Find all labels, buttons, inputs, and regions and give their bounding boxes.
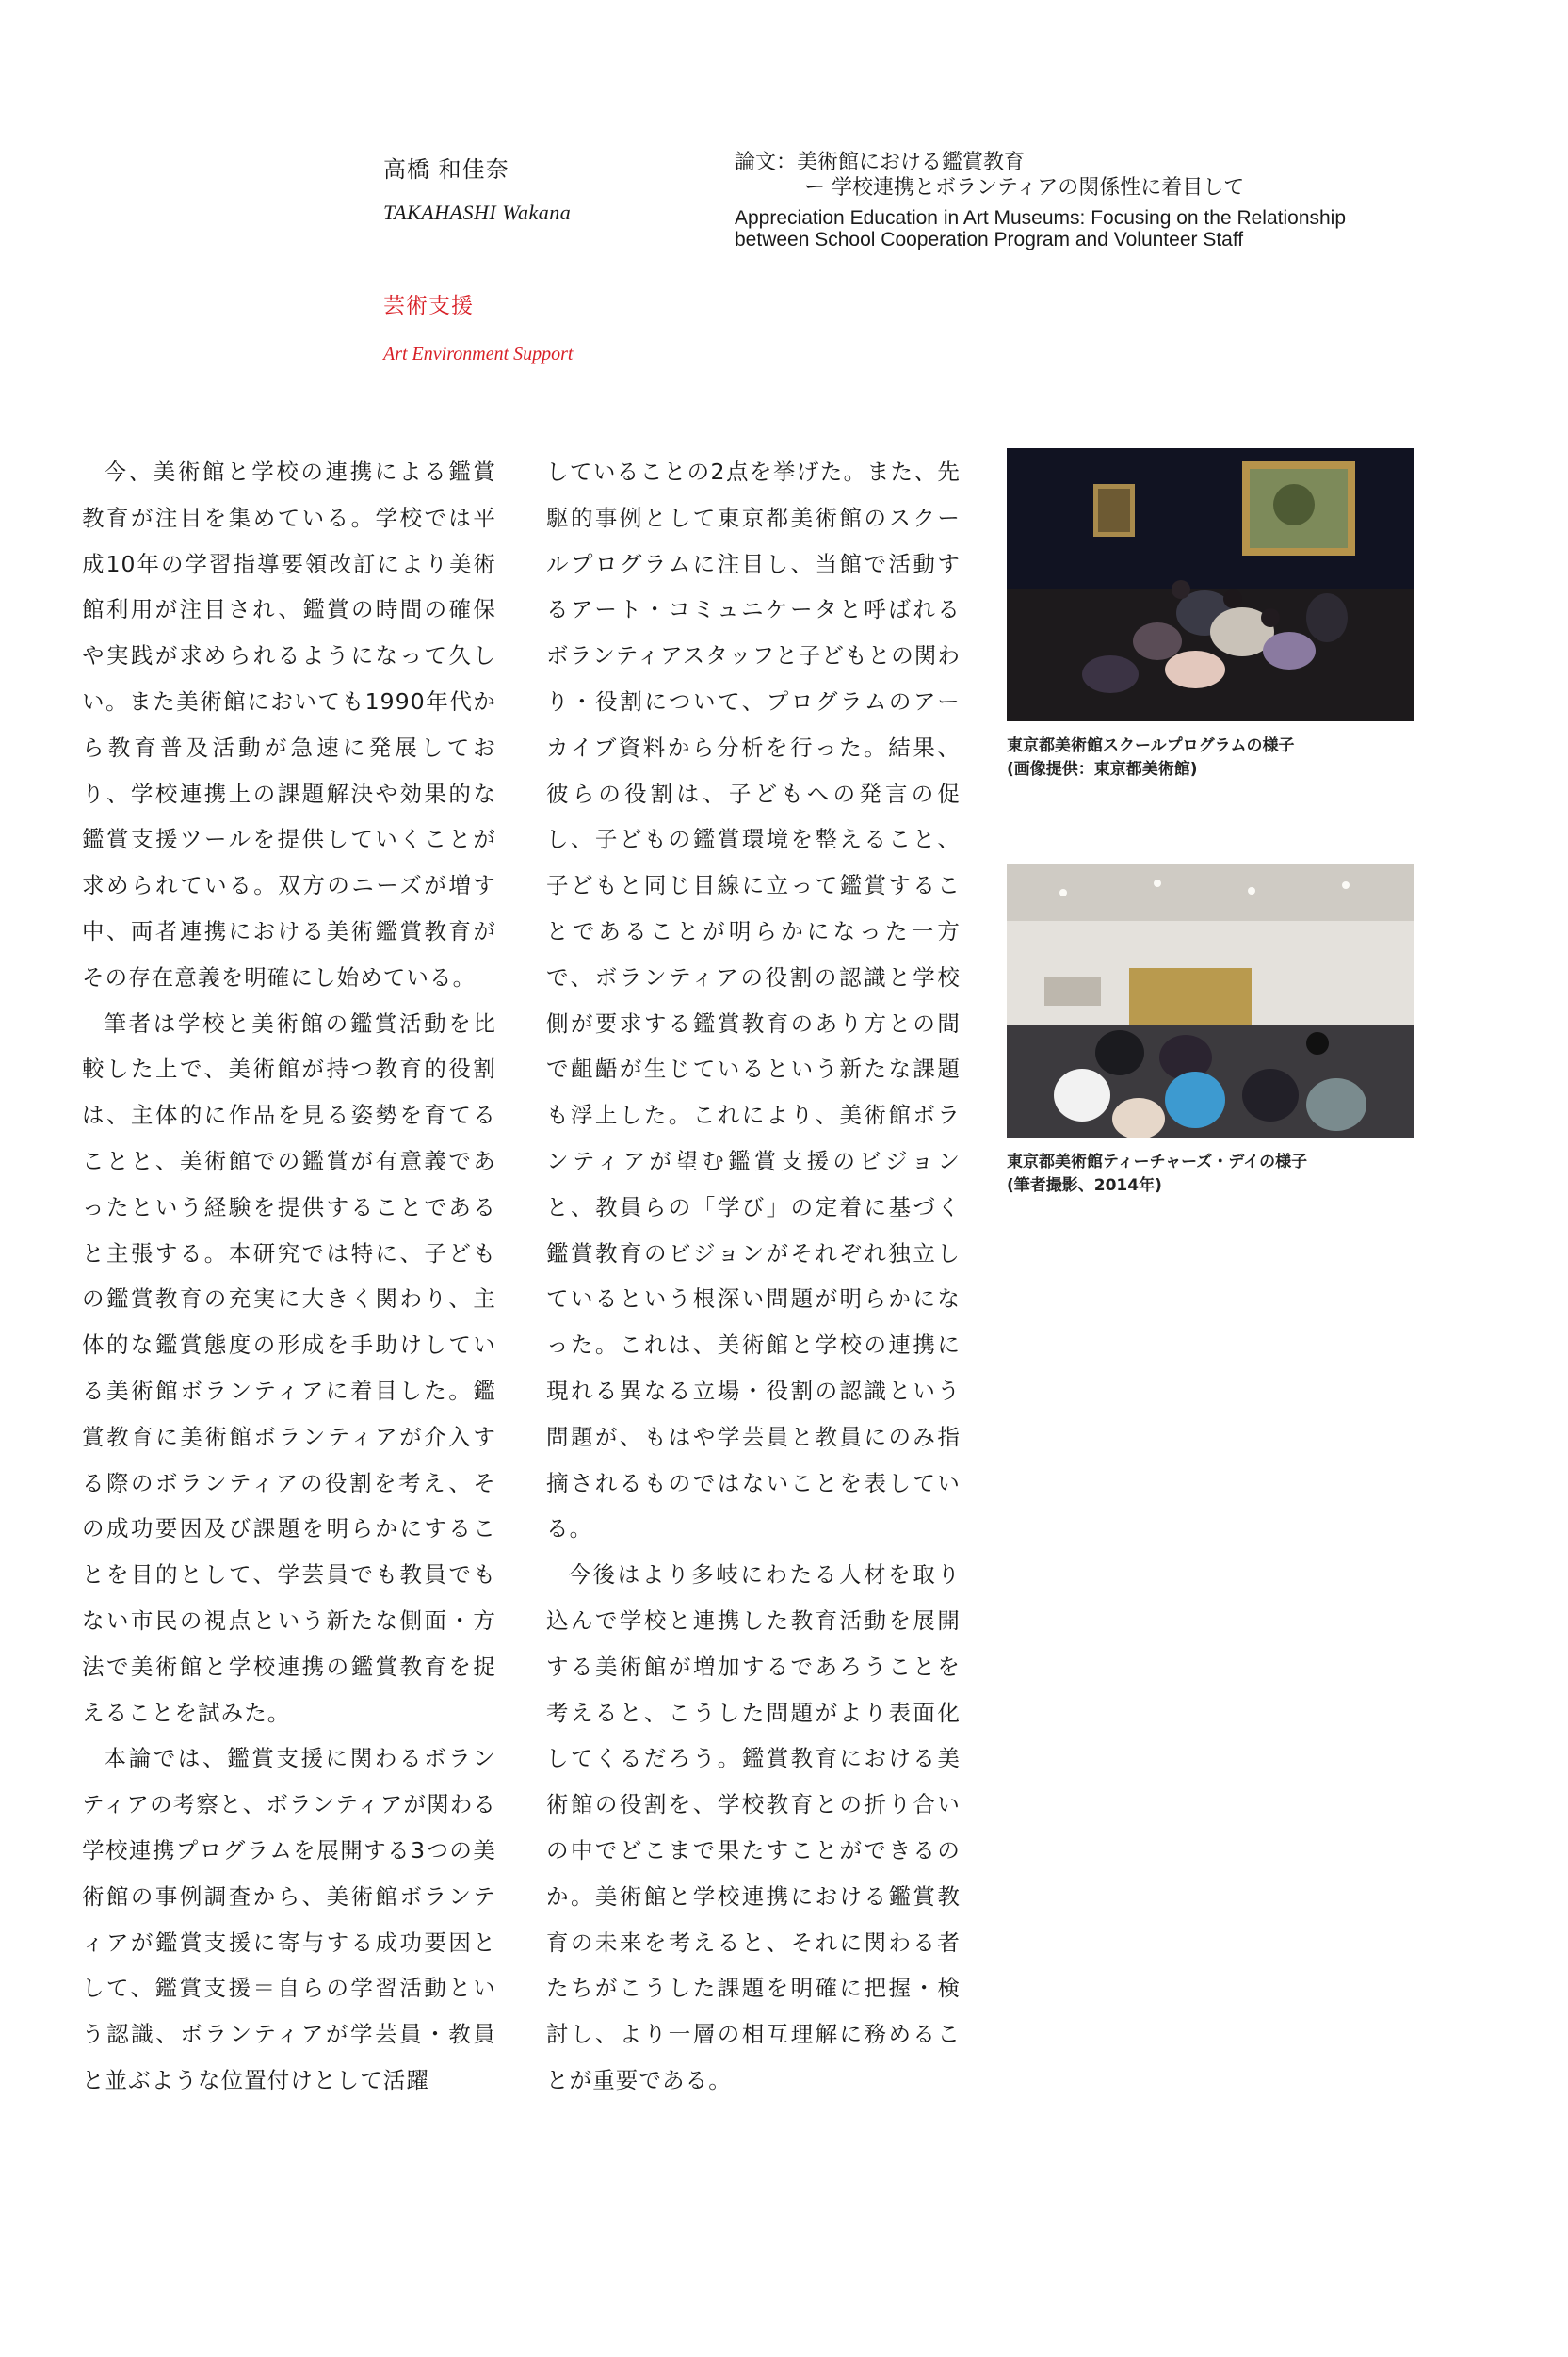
paragraph: していることの2点を挙げた。また、先駆的事例として東京都美術館のスクールプログラムに注目し、当館で活動するアート・コミュニケータと呼ばれるボランティアスタッフと子どもとの関わり・役割について、プログラムのアーカイブ資料から分析を行った。結果、彼らの役割は、子どもへの発言の促し、子どもの鑑賞環境を整えること、子どもと同じ目線に立って鑑賞することであることが明らかになった一方で、ボランティアの役割の認識と学校側が要求する鑑賞教育のあり方との間で齟齬が生じているという新たな課題も浮上した。これにより、美術館ボランティアが望む鑑賞支援のビジョンと、教員らの「学び」の定着に基づく鑑賞教育のビジョンがそれぞれ独立しているという根深い問題が明らかになった。これは、美術館と学校の連携に現れる異なる立場・役割の認識という問題が、もはや学芸員と教員にのみ指摘されるものではないことを表している。 [546, 459, 961, 1542]
paper-title-block [735, 151, 1544, 250]
figure-caption [1007, 1151, 1414, 1198]
paper-title-jp: 論文：美術館における鑑賞教育 [735, 151, 1026, 174]
photo-school-program [1007, 448, 1414, 721]
paper-title-en [735, 207, 1544, 250]
paragraph: 本論では、鑑賞支援に関わるボランティアの考察と、ボランティアが関わる学校連携プログラムを展開する3つの美術館の事例調査から、美術館ボランティアが鑑賞支援に寄与する成功要因として、鑑賞支援＝自らの学習活動という認識、ボランティアが学芸員・教員と並ぶような位置付けとして活躍 [82, 1745, 496, 2093]
paper-title-en-line2: between School Cooperation Program and Volunteer Staff [735, 229, 1244, 250]
caption-credit: (画像提供：東京都美術館) [1007, 760, 1198, 779]
paragraph: 今、美術館と学校の連携による鑑賞教育が注目を集めている。学校では平成10年の学習指導要領改訂により美術館利用が注目され、鑑賞の時間の確保や実践が求められるようになって久しい。また美術館においても1990年代から教育普及活動が急速に発展しており、学校連携上の課題解決や効果的な鑑賞支援ツールを提供していくことが求められている。双方のニーズが増す中、両者連携における美術鑑賞教育がその存在意義を明確にし始めている。 [82, 459, 496, 991]
paragraph: 筆者は学校と美術館の鑑賞活動を比較した上で、美術館が持つ教育的役割は、主体的に作品を見る姿勢を育てることと、美術館での鑑賞が有意義であったという経験を提供することであると主張する。本研究では特に、子どもの鑑賞教育の充実に大きく関わり、主体的な鑑賞態度の形成を手助けしている美術館ボランティアに着目した。鑑賞教育に美術館ボランティアが介入する際のボランティアの役割を考え、その成功要因及び課題を明らかにすることを目的として、学芸員でも教員でもない市民の視点という新たな側面・方法で美術館と学校連携の鑑賞教育を捉えることを試みた。 [82, 1009, 496, 1726]
body-column-left [82, 449, 496, 2104]
photo-illustration [1007, 864, 1414, 1138]
paper-subtitle-jp: ー 学校連携とボランティアの関係性に着目して [804, 176, 1245, 200]
body-column-middle [546, 449, 961, 2104]
author-name-en: TAKAHASHI Wakana [383, 201, 572, 224]
figure-caption [1007, 735, 1414, 782]
photo-teachers-day [1007, 864, 1414, 1138]
caption-line: 東京都美術館ティーチャーズ・デイの様子 [1007, 1153, 1308, 1171]
caption-line: 東京都美術館スクールプログラムの様子 [1007, 736, 1295, 755]
department-jp: 芸術支援 [383, 294, 474, 318]
caption-credit: (筆者撮影、2014年) [1007, 1176, 1162, 1195]
photo-illustration [1007, 448, 1414, 721]
figure-school-program [1007, 448, 1414, 782]
paragraph: 今後はより多岐にわたる人材を取り込んで学校と連携した教育活動を展開する美術館が増加するであろうことを考えると、こうした問題がより表面化してくるだろう。鑑賞教育における美術館の役割を、学校教育との折り合いの中でどこまで果たすことができるのか。美術館と学校連携における鑑賞教育の未来を考えると、それに関わる者たちがこうした課題を明確に把握・検討し、より一層の相互理解に務めることが重要である。 [546, 1561, 961, 2093]
department-en: Art Environment Support [383, 344, 574, 364]
author-name-jp: 高橋 和佳奈 [383, 156, 509, 183]
figure-teachers-day [1007, 864, 1414, 1198]
paper-title-en-line1: Appreciation Education in Art Museums: Focusing on the Relationship [735, 207, 1347, 229]
